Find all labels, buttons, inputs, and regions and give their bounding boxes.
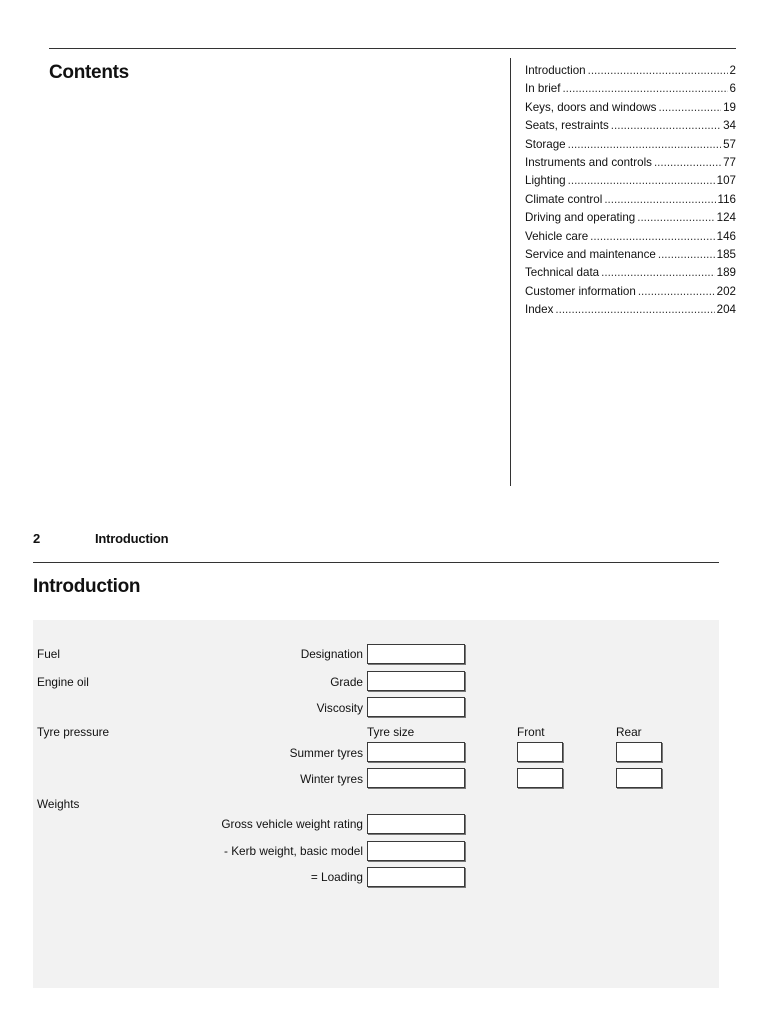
toc-entry-title: Introduction — [525, 64, 586, 77]
kerb-weight-label: - Kerb weight, basic model — [223, 844, 363, 858]
toc-entry-title: Storage — [525, 137, 566, 151]
toc-entry[interactable] — [525, 119, 736, 137]
kerb-weight-field[interactable] — [367, 841, 465, 861]
toc-leader — [658, 101, 721, 114]
viscosity-label: Viscosity — [316, 701, 363, 715]
toc-leader — [638, 285, 715, 298]
summer-rear-pressure-field[interactable] — [616, 742, 662, 762]
toc-entry[interactable] — [525, 156, 736, 174]
toc-entry-title: Index — [525, 303, 554, 317]
winter-front-pressure-field[interactable] — [517, 768, 563, 788]
grade-label: Grade — [330, 675, 363, 689]
toc-entry-title: Seats, restraints — [525, 119, 609, 133]
toc-entry-title: Keys, doors and windows — [525, 100, 657, 114]
toc-leader — [611, 119, 721, 132]
winter-tyre-size-field[interactable] — [367, 768, 465, 788]
toc-entry-page: 116 — [717, 192, 736, 206]
weights-label: Weights — [37, 797, 80, 811]
toc-entry[interactable] — [525, 82, 736, 100]
toc-entry-page: 146 — [716, 229, 736, 243]
winter-rear-pressure-field[interactable] — [616, 768, 662, 788]
toc-divider — [510, 58, 511, 486]
toc-entry-title: Driving and operating — [525, 211, 636, 225]
toc-entry[interactable] — [525, 101, 736, 119]
page-title: Introduction — [33, 576, 141, 597]
toc-entry[interactable] — [525, 230, 736, 248]
toc-entry-title: Instruments and controls — [525, 155, 652, 169]
loading-field[interactable] — [367, 867, 465, 887]
toc-entry-page: 19 — [723, 100, 736, 114]
toc-entry-page: 77 — [723, 155, 736, 169]
toc-entry[interactable] — [525, 285, 736, 303]
toc-entry-page: 204 — [716, 303, 736, 317]
designation-label: Designation — [300, 647, 363, 661]
toc-entry-page: 2 — [729, 64, 736, 77]
toc-entry-page: 202 — [716, 284, 736, 298]
toc-entry[interactable] — [525, 211, 736, 229]
contents-title: Contents — [49, 62, 129, 83]
toc-entry-page: 107 — [716, 174, 736, 188]
running-head: Introduction — [95, 531, 169, 546]
grade-field[interactable] — [367, 671, 465, 691]
toc-entry-page: 124 — [716, 211, 736, 225]
toc-leader — [654, 156, 721, 169]
toc-leader — [601, 266, 715, 279]
toc-leader — [568, 174, 715, 187]
winter-tyres-label: Winter tyres — [300, 772, 363, 786]
header-rule — [33, 562, 719, 563]
toc-entry-page: 189 — [716, 266, 736, 280]
toc-leader — [588, 64, 728, 77]
fuel-label: Fuel — [37, 647, 60, 661]
tyre-pressure-label: Tyre pressure — [37, 725, 110, 739]
summer-tyres-label: Summer tyres — [289, 746, 363, 760]
toc-entry-title: Customer information — [525, 284, 636, 298]
engine-oil-label: Engine oil — [37, 675, 89, 689]
toc-leader — [562, 82, 727, 95]
viscosity-field[interactable] — [367, 697, 465, 717]
toc-entry-title: Climate control — [525, 192, 603, 206]
toc-entry[interactable] — [525, 64, 736, 82]
tyre-size-header: Tyre size — [367, 725, 415, 739]
toc-entry-title: Technical data — [525, 266, 600, 280]
toc-entry-title: Lighting — [525, 174, 566, 188]
top-rule — [49, 48, 736, 49]
front-header: Front — [517, 725, 545, 739]
toc-leader — [555, 303, 714, 316]
gvwr-field[interactable] — [367, 814, 465, 834]
toc-entry-page: 34 — [723, 119, 736, 133]
toc-leader — [604, 193, 715, 206]
toc-leader — [590, 230, 714, 243]
loading-label: = Loading — [310, 870, 363, 884]
designation-field[interactable] — [367, 644, 465, 664]
toc-entry-page: 57 — [723, 137, 736, 151]
summer-tyre-size-field[interactable] — [367, 742, 465, 762]
toc-entry[interactable] — [525, 303, 736, 321]
toc-leader — [658, 248, 715, 261]
vehicle-data-form — [33, 620, 719, 988]
toc-leader — [568, 138, 721, 151]
table-of-contents — [525, 64, 736, 321]
rear-header: Rear — [616, 725, 642, 739]
toc-entry[interactable] — [525, 248, 736, 266]
toc-entry-page: 6 — [729, 82, 736, 96]
toc-entry-page: 185 — [716, 247, 736, 261]
summer-front-pressure-field[interactable] — [517, 742, 563, 762]
toc-entry[interactable] — [525, 193, 736, 211]
toc-entry[interactable] — [525, 138, 736, 156]
toc-entry-title: Service and maintenance — [525, 247, 656, 261]
page-number: 2 — [33, 531, 41, 546]
toc-entry-title: In brief — [525, 82, 561, 96]
gvwr-label: Gross vehicle weight rating — [221, 817, 363, 831]
toc-entry-title: Vehicle care — [525, 229, 589, 243]
toc-entry[interactable] — [525, 266, 736, 284]
toc-entry[interactable] — [525, 174, 736, 192]
toc-leader — [637, 211, 714, 224]
